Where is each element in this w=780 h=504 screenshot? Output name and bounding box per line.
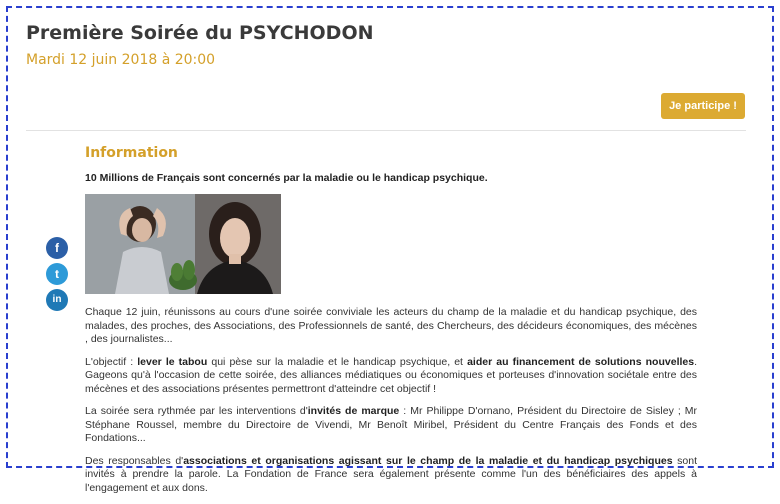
bold-span: aider au financement de solutions nouvelles: [467, 355, 695, 368]
section-title-information: Information: [85, 145, 178, 161]
facebook-share-button[interactable]: [46, 237, 68, 259]
facebook-icon: f: [55, 241, 59, 255]
bold-span: invités de marque: [307, 405, 400, 417]
linkedin-share-button[interactable]: [46, 289, 68, 311]
content-frame: [6, 6, 774, 494]
paragraph-3: [85, 405, 697, 446]
event-date: Mardi 12 juin 2018 à 20:00: [26, 52, 216, 68]
text-span: L'objectif :: [85, 355, 138, 368]
text-span: : Mr Philippe D'ornano, Président du Directoire de Sisley ; Mr Stéphane Roussel, membre du Directoire de Vivendi, Mr Benoît Miribel, Président du Centre Français des Fonds et des Fondations...: [85, 405, 698, 444]
text-span: . Gageons qu'à l'occasion de cette soirée, des alliances médiatiques ou économiques et porteuses d'innovation sociétale entre des mécènes et des associations présentes permettront d'atteindre cet objectif !: [85, 355, 697, 395]
bold-span: lever le tabou: [137, 355, 208, 368]
text-span: sont invités à prendre la parole. La Fondation de France sera également présente comme l'un des bénéficiaires des appels à l'engagement et aux dons.: [85, 454, 697, 494]
linkedin-icon: in: [52, 294, 62, 305]
text-span: qui pèse sur la maladie et le handicap psychique, et: [207, 355, 468, 368]
participate-button[interactable]: Je participe !: [661, 93, 745, 119]
event-title: Première Soirée du PSYCHODON: [26, 22, 374, 44]
divider: [26, 130, 746, 131]
paragraph-1: Chaque 12 juin, réunissons au cours d'une soirée conviviale les acteurs du champ de la maladie et du handicap psychique, des malades, des proches, des Associations, des Professionnels de santé, des Chercheurs, des décideurs économiques, des mécènes , des journalistes...: [85, 306, 697, 345]
paragraph-2: [85, 356, 697, 397]
event-description: [85, 306, 697, 504]
event-photo: [85, 194, 281, 294]
twitter-icon: t: [55, 267, 59, 281]
bold-span: associations et organisations agissant sur le champ de la maladie et du handicap psychiques: [183, 454, 673, 467]
lead-text: 10 Millions de Français sont concernés par la maladie ou le handicap psychique.: [85, 172, 488, 184]
text-span: Des responsables d': [85, 454, 184, 467]
text-span: La soirée sera rythmée par les interventions d': [85, 405, 308, 417]
twitter-share-button[interactable]: [46, 263, 68, 285]
paragraph-4: [85, 455, 697, 496]
